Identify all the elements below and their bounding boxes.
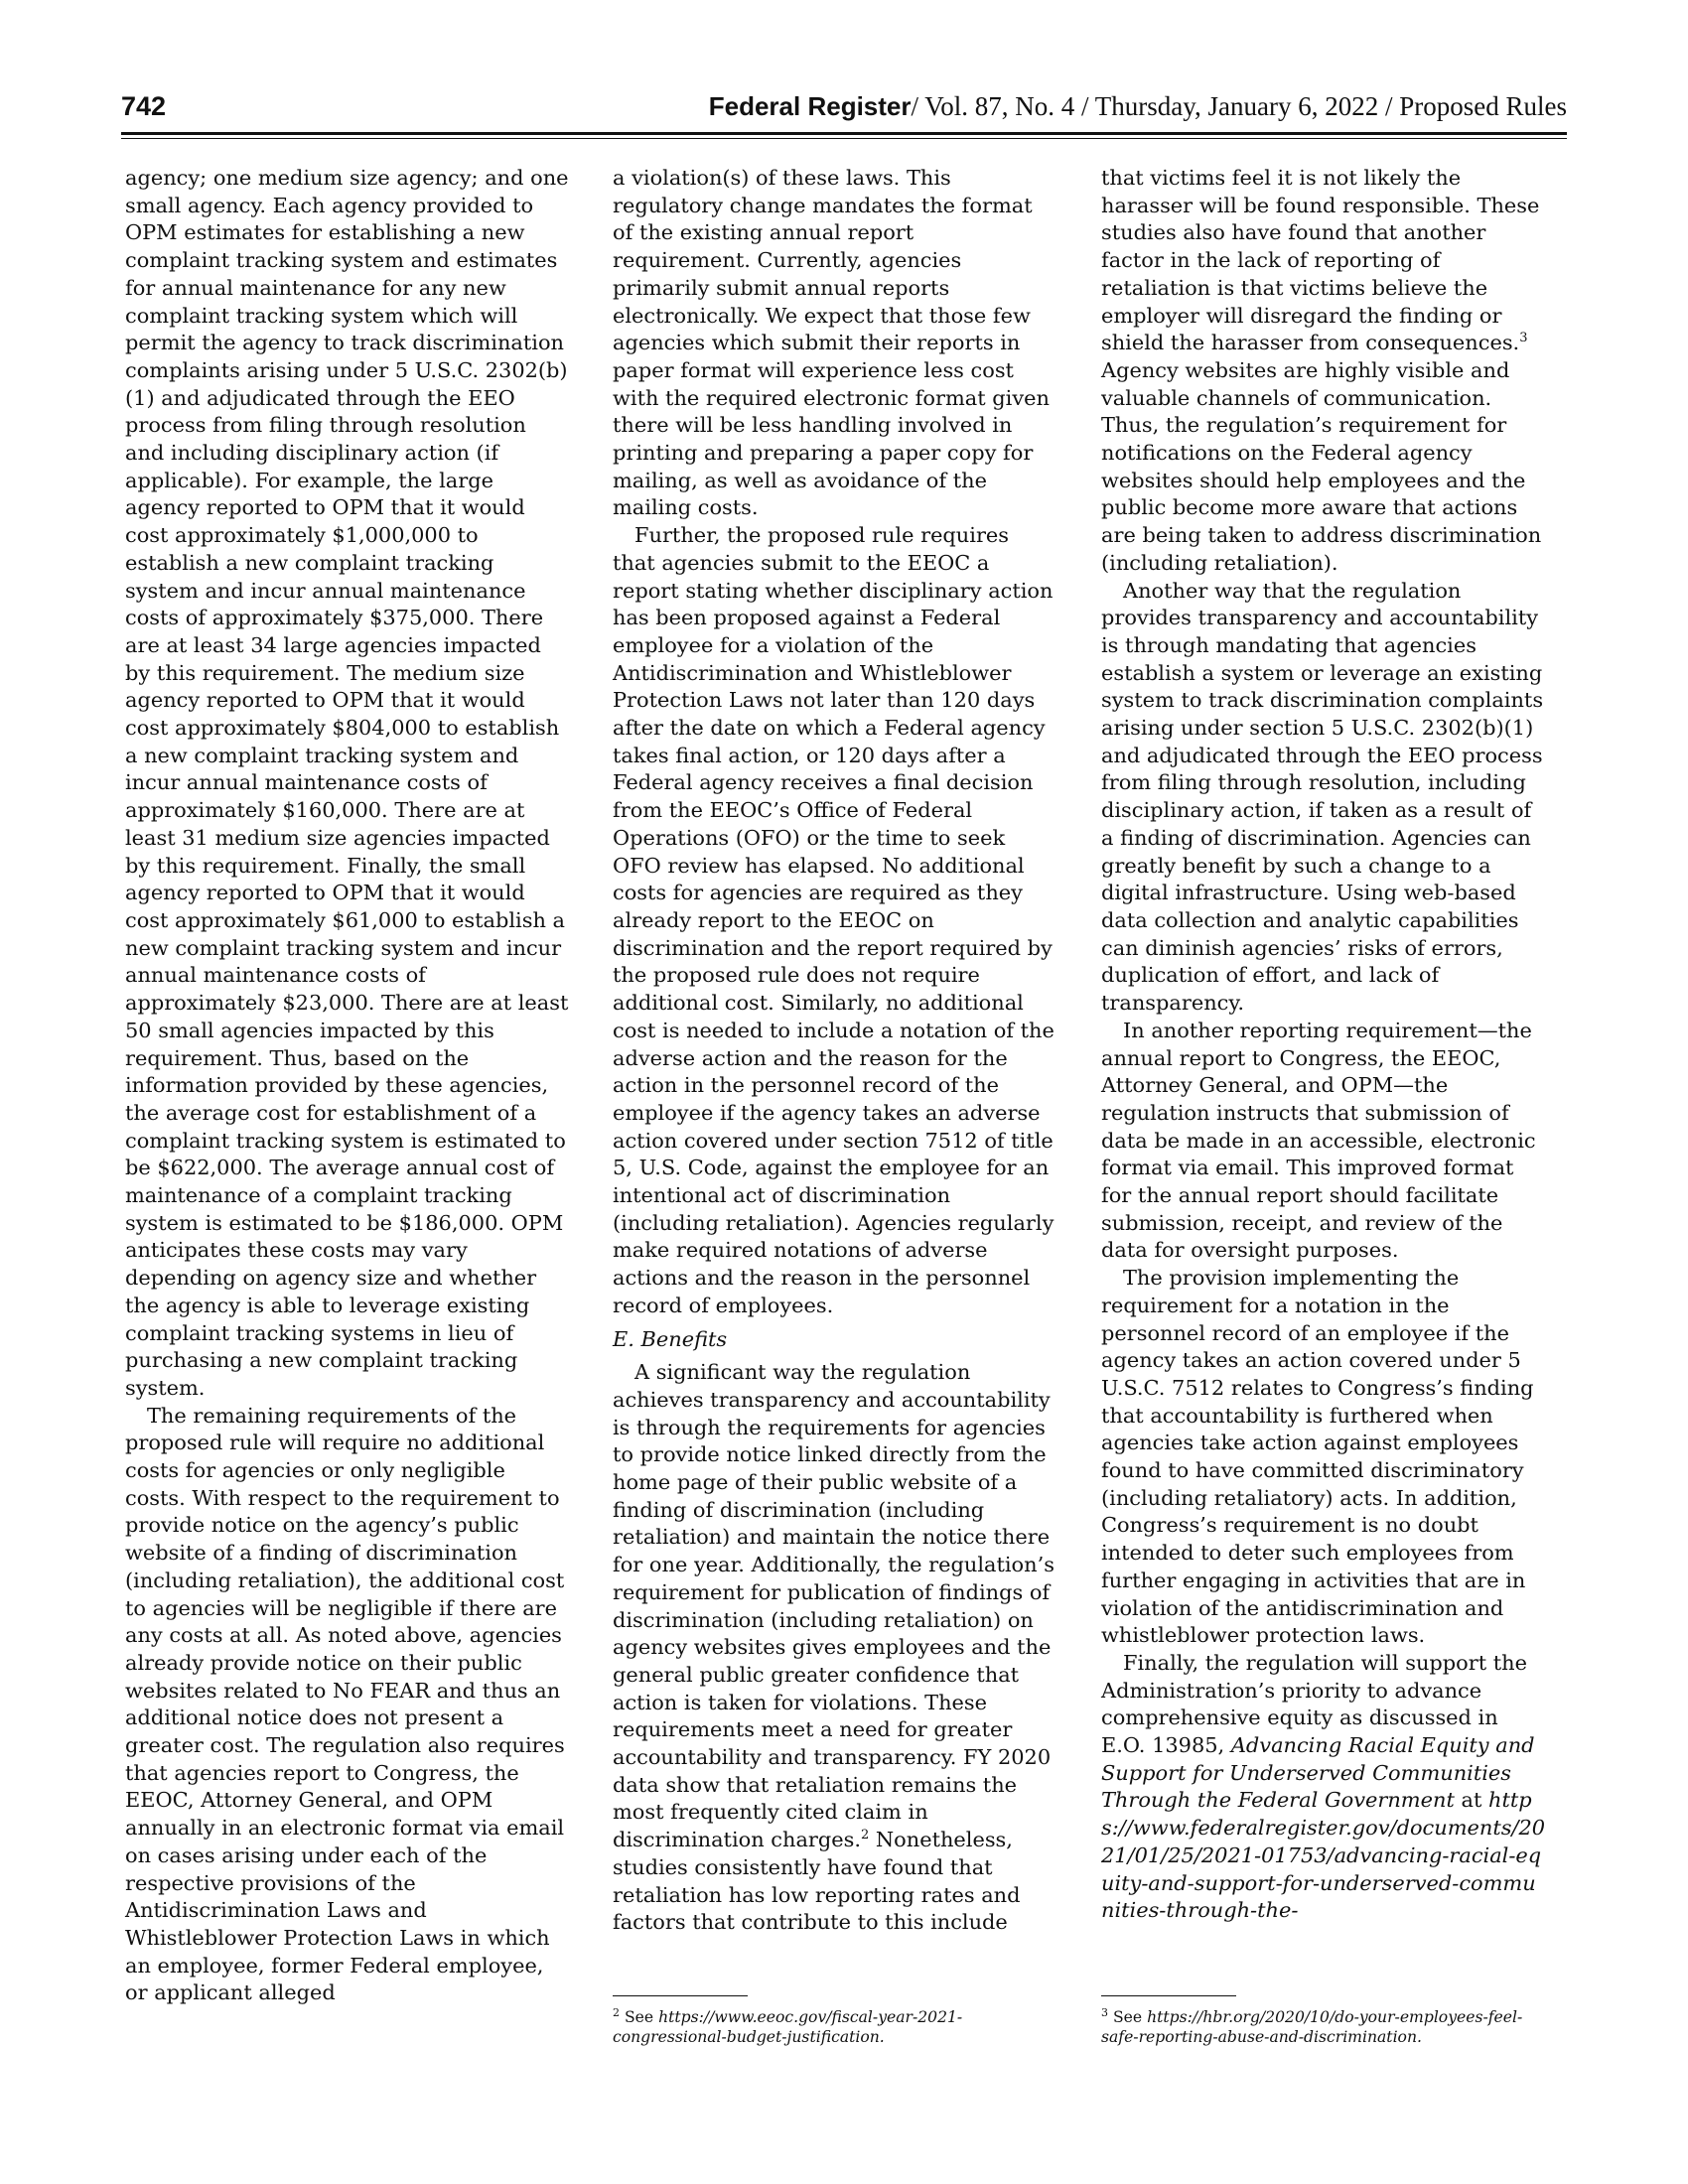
paragraph: agency; one medium size agency; and one small agency. Each agency provided to OPM estimates for establishing a new complaint tracking system and estimates for annual maintenance for any new complaint tracking system which will permit the agency to track discrimination complaints arising under 5 U.S.C. 2302(b)(1) and adjudicated through the EEO process from filing through resolution and including disciplinary action (if applicable). For example, the large agency reported to OPM that it would cost approximately $1,000,000 to establish a new complaint tracking system and incur annual maintenance costs of approximately $375,000. There are at least 34 large agencies impacted by this requirement. The medium size agency reported to OPM that it would cost approximately $804,000 to establish a new complaint tracking system and incur annual maintenance costs of approximately $160,000. There are at least 31 medium size agencies impacted by this requirement. Finally, the small agency reported to OPM that it would cost approximately $61,000 to establish a new complaint tracking system and incur annual maintenance costs of approximately $23,000. There are at least 50 small agencies impacted by this requirement. Thus, based on the information provided by these agencies, the average cost for establishment of a complaint tracking system is estimated to be $622,000. The average annual cost of maintenance of a complaint tracking system is estimated to be $186,000. OPM anticipates these costs may vary depending on agency size and whether the agency is able to leverage existing complaint tracking systems in lieu of purchasing a new complaint tracking system. — [125, 166, 569, 1400]
footnote-3 — [1101, 2003, 1528, 2047]
footnote-rule — [613, 1995, 748, 1996]
footnote-ref[interactable]: 3 — [1519, 331, 1528, 346]
column-3 — [1101, 165, 1546, 1925]
footnote-rule — [1101, 1995, 1236, 1996]
publication-title: Federal Register — [708, 91, 912, 121]
paragraph-text: Nonetheless, studies consistently have found that retaliation has low reporting rates and factors that contribute to this include — [613, 1828, 1021, 1935]
paragraph-text: that victims feel it is not likely the harasser will be found responsible. These studies also have found that another factor in the lack of reporting of retaliation is that victims believe the employer will disregard the finding or shield the harasser from consequences. — [1101, 166, 1540, 355]
footnote-link[interactable]: https://hbr.org/2020/10/do-your-employees-feel-safe-reporting-abuse-and-discrimination. — [1101, 2008, 1523, 2047]
paragraph: The remaining requirements of the proposed rule will require no additional costs for agencies or only negligible costs. With respect to the requirement to provide notice on the agency’s public website of a finding of discrimination (including retaliation), the additional cost to agencies will be negligible if there are any costs at all. As noted above, agencies already provide notice on their public websites related to No FEAR and thus an additional notice does not present a greater cost. The regulation also requires that agencies report to Congress, the EEOC, Attorney General, and OPM annually in an electronic format via email on cases arising under each of the respective provisions of the Antidiscrimination Laws and Whistleblower Protection Laws in which an employee, former Federal employee, or applicant alleged — [125, 1403, 565, 2005]
page-header — [121, 87, 1567, 135]
paragraph: a violation(s) of these laws. This regulatory change mandates the format of the existing annual report requirement. Currently, agencies primarily submit annual reports electronically. We expect that those few agencies which submit their reports in paper format will experience less cost with the required electronic format given there will be less handling involved in printing and preparing a paper copy for mailing, as well as avoidance of the mailing costs. — [613, 166, 1050, 520]
footnote-number: 3 — [1101, 2006, 1108, 2019]
paragraph-text: A significant way the regulation achieves transparency and accountability is through the requirements for agencies to provide notice linked directly from the home page of their public website of a finding of discrimination (including retaliation) and maintain the notice there for one year. Additionally, the regulation’s requirement for publication of findings of discrimination (including retaliation) on agency websites gives employees and the general public greater confidence that action is taken for violations. These requirements meet a need for greater accountability and transparency. FY 2020 data show that retaliation remains the most frequently cited claim in discrimination charges. — [613, 1360, 1055, 1852]
footnote-text: See — [620, 2008, 659, 2027]
paragraph: Further, the proposed rule requires that agencies submit to the EEOC a report stating whether disciplinary action has been proposed against a Federal employee for a violation of the Antidiscrimination and Whistleblower Protection Laws not later than 120 days after the date on which a Federal agency takes final action, or 120 days after a Federal agency receives a final decision from the EEOC’s Office of Federal Operations (OFO) or the time to seek OFO review has elapsed. No additional costs for agencies are required as they already report to the EEOC on discrimination and the report required by the proposed rule does not require additional cost. Similarly, no additional cost is needed to include a notation of the adverse action and the reason for the action in the personnel record of the employee if the agency takes an adverse action covered under section 7512 of title 5, U.S. Code, against the employee for an intentional act of discrimination (including retaliation). Agencies regularly make required notations of adverse actions and the reason in the personnel record of employees. — [613, 523, 1055, 1317]
footnote-link[interactable]: https://www.eeoc.gov/fiscal-year-2021-congressional-budget-justification. — [613, 2008, 963, 2047]
paragraph — [1101, 1650, 1546, 1925]
paragraph: In another reporting requirement—the annual report to Congress, the EEOC, Attorney General, and OPM—the regulation instructs that submission of data be made in an accessible, electronic format via email. This improved format for the annual report should facilitate submission, receipt, and review of the data for oversight purposes. — [1101, 1018, 1536, 1263]
paragraph: Another way that the regulation provides transparency and accountability is through mandating that agencies establish a system or leverage an existing system to track discrimination complaints arising under section 5 U.S.C. 2302(b)(1) and adjudicated through the EEO process from filing through resolution, including disciplinary action, if taken as a result of a finding of discrimination. Agencies can greatly benefit by such a change to a digital infrastructure. Using web-based data collection and analytic capabilities can diminish agencies’ risks of errors, duplication of effort, and lack of transparency. — [1101, 578, 1544, 1016]
footnote-number: 2 — [613, 2006, 620, 2019]
paragraph — [613, 1359, 1057, 1937]
footnote-text: See — [1108, 2008, 1148, 2027]
paragraph — [1101, 165, 1546, 578]
header-rule — [121, 132, 1567, 135]
paragraph: The provision implementing the requirement for a notation in the personnel record of an employee if the agency takes an action covered under 5 U.S.C. 7512 relates to Congress’s finding that accountability is furthered when agencies take action against employees found to have committed discriminatory (including retaliatory) acts. In addition, Congress’s requirement is no doubt intended to deter such employees from further engaging in activities that are in violation of the antidiscrimination and whistleblower protection laws. — [1101, 1266, 1534, 1648]
eo-title: Advancing Racial Equity and Support for Underserved Communities Through the Federal Government — [1101, 1733, 1535, 1813]
paragraph-text: Agency websites are highly visible and valuable channels of communication. Thus, the regulation’s requirement for notifications on the Federal agency websites should help employees and the public become more aware that actions are being taken to address discrimination (including retaliation). — [1101, 357, 1542, 575]
page-number: 742 — [121, 91, 167, 121]
column-1 — [125, 165, 570, 2007]
section-heading: E. Benefits — [613, 1326, 728, 1351]
running-head — [709, 91, 1567, 122]
eo-link[interactable]: https://www.federalregister.gov/documents/2021/01/25/2021-01753/advancing-racial-equity-and-support-for-underserved-communities-through-the- — [1101, 1788, 1546, 1923]
header-rule-thin — [121, 138, 1567, 139]
paragraph-text: at — [1454, 1788, 1488, 1813]
paragraph-text: Finally, the regulation will support the Administration’s priority to advance comprehensive equity as discussed in E.O. 13985, — [1101, 1650, 1527, 1758]
column-2 — [613, 165, 1057, 1937]
footnote-ref[interactable]: 2 — [860, 1828, 870, 1843]
footnote-2 — [613, 2003, 1040, 2047]
issue-info: / Vol. 87, No. 4 / Thursday, January 6, 2022 / Proposed Rules — [911, 91, 1567, 121]
